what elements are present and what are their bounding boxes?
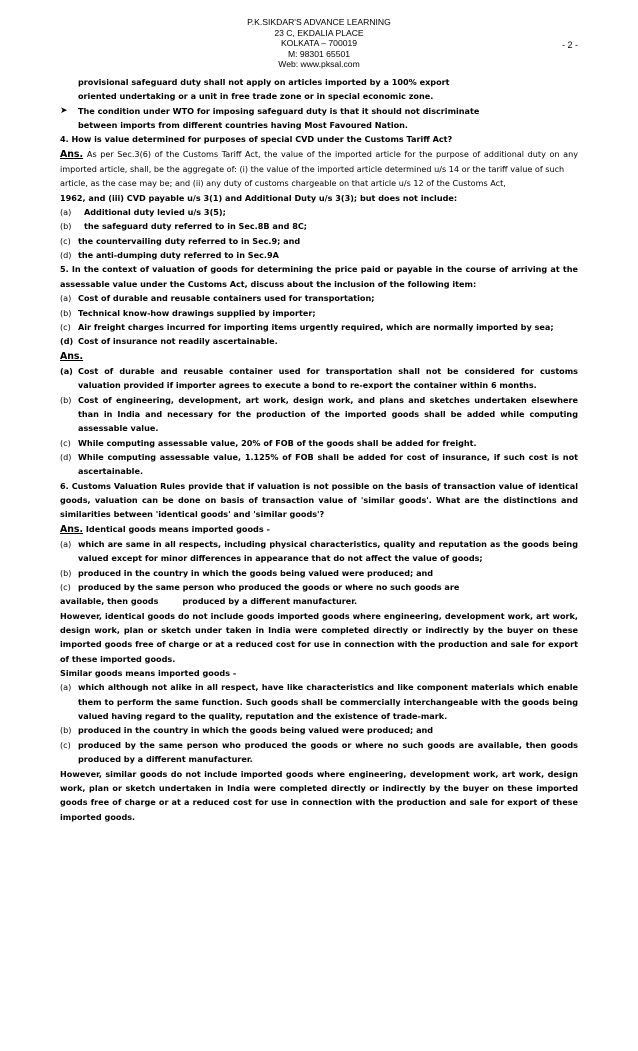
arrow-bullet-icon: ➤ [60, 105, 68, 116]
answer-6-intro: Ans. Identical goods means imported goods - [60, 523, 270, 535]
list-item: (c) produced by the same person who produced the goods or where no such goods are [60, 582, 460, 593]
ans-label: Ans. [60, 148, 84, 160]
list-item: (a) which although not alike in all respect, have like characteristics and like component materials which enable them to perform the same function. Such goods shall be commercially interchangeable with the goods being valued having regard to the quality, reputation and the existence of trade-mark. [60, 682, 578, 722]
similar-goods-intro: Similar goods means imported goods - [60, 668, 237, 679]
header-city: KOLKATA – 700019 [280, 38, 358, 49]
answer-4-part3: 1962, and (iii) CVD payable u/s 3(1) and Additional Duty u/s 3(3); but does not include: [60, 192, 458, 203]
page-content [60, 75, 578, 824]
header-institute-name: P.K.SIKDAR'S ADVANCE LEARNING [247, 17, 391, 27]
answer-4-part2: article, as the case may be; and (ii) any duty of customs chargeable on that article u/s 12 of the Customs Act, [60, 178, 506, 189]
list-item: (a) Cost of durable and reusable container used for transportation shall not be considered for customs valuation provided if importer agrees to execute a bond to re-export the container within 6 months. [60, 365, 578, 391]
list-item: (a) Cost of durable and reusable containers used for transportation; [60, 293, 375, 304]
list-item: (c) produced by the same person who produced the goods or where no such goods are available, then goods produced by a different manufacturer. [60, 739, 578, 765]
answer-4-part1: Ans. As per Sec.3(6) of the Customs Tariff Act, the value of the imported article for the purpose of additional duty on any imported article, shall, be the aggregate of: (i) the value of the imported article determined u/s 14 or the tariff value of such [60, 148, 579, 175]
bullet-wto-condition [60, 104, 578, 133]
list-item: (b) produced in the country in which the goods being valued were produced; and [60, 725, 434, 736]
header-website: Web: www.pksal.com [278, 59, 360, 70]
list-item: (d) While computing assessable value, 1.125% of FOB shall be added for cost of insurance, if such cost is not ascertainable. [60, 451, 578, 477]
question-6: 6. Customs Valuation Rules provide that if valuation is not possible on the basis of transaction value of identical goods, valuation can be done on basis of transaction value of 'similar goods'. What are the distinctions and similarities between 'identical goods' and 'similar goods'? [60, 480, 578, 520]
list-item: (c) the countervailing duty referred to in Sec.9; and [60, 235, 301, 246]
similar-goods-exclusion: However, similar goods do not include imported goods where engineering, development work, art work, design work, plan or sketch undertaken in India were completed directly or indirectly by the buyer on these imported goods free of charge or at a reduced cost for use in connection with the production and sale for export of these imported goods. [60, 768, 578, 822]
list-item: (a) which are same in all respects, including physical characteristics, quality and reputation as the goods being valued except for minor differences in appearance that do not affect the value of goods; [60, 539, 578, 564]
page-header [0, 17, 638, 70]
list-item: (b) Technical know-how drawings supplied by importer; [60, 307, 316, 318]
list-item: (c) While computing assessable value, 20% of FOB of the goods shall be added for freight. [60, 437, 477, 448]
page-number: - 2 - [562, 40, 579, 50]
list-item: (b) the safeguard duty referred to in Sec.8B and 8C; [60, 221, 307, 232]
list-item: (b) Cost of engineering, development, art work, design work, and plans and sketches undertaken elsewhere than in India and necessary for the production of the imported goods shall be added while computing assessable value. [60, 394, 578, 434]
list-item: (c) Air freight charges incurred for importing items urgently required, which are normally imported by sea; [60, 321, 554, 332]
list-item: (d) Cost of insurance not readily ascertainable. [60, 336, 278, 347]
header-address-line: 23 C, EKDALIA PLACE [274, 27, 364, 38]
bullet-text: The condition under WTO for imposing safeguard duty is that it should not discriminate between imports from different countries having Most Favoured Nation. [78, 105, 480, 131]
answer-5-heading [60, 349, 578, 364]
header-mobile: M: 98301 65501 [287, 48, 351, 59]
paragraph-safeguard-line2: oriented undertaking or a unit in free trade zone or in special economic zone. [78, 91, 434, 102]
paragraph-safeguard-line1: provisional safeguard duty shall not apply on articles imported by a 100% export [78, 77, 450, 87]
identical-goods-exclusion: However, identical goods do not include goods imported goods where engineering, development work, art work, design work, plan or sketch under taken in India were completed directly or indirectly by the buyer on these imported goods free of charge or at a reduced cost for use in connection with the production and sale for export of these imported goods. [60, 610, 578, 664]
question-5: 5. In the context of valuation of goods for determining the price paid or payable in the course of arriving at the assessable value under the Customs Act, discuss about the inclusion of the following item: [60, 264, 578, 289]
list-item: (b) produced in the country in which the goods being valued were produced; and [60, 567, 434, 578]
list-item-continuation: available, then goods produced by a different manufacturer. [60, 596, 358, 607]
list-item: (a) Additional duty levied u/s 3(5); [60, 207, 226, 218]
ans-label: Ans. [60, 523, 84, 535]
question-4: 4. How is value determined for purposes of special CVD under the Customs Tariff Act? [60, 134, 453, 145]
list-item: (d) the anti-dumping duty referred to in Sec.9A [60, 250, 279, 261]
ans-label: Ans. [60, 350, 84, 362]
